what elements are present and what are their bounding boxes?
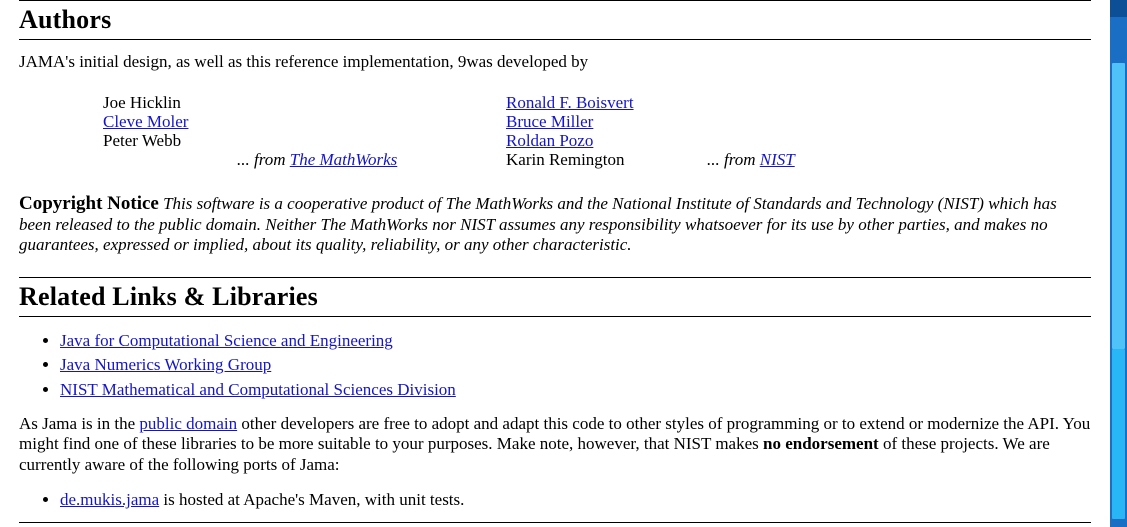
- author-link[interactable]: Bruce Miller: [506, 111, 594, 131]
- author-name: Karin Remington: [506, 149, 625, 169]
- related-links-list: [19, 329, 1091, 403]
- nist-link[interactable]: NIST: [759, 149, 795, 169]
- author-name: Joe Hicklin: [103, 92, 181, 112]
- authors-under-rule: [19, 39, 1091, 40]
- port-link[interactable]: de.mukis.jama: [60, 489, 160, 509]
- paragraph-emphasis: no endorsement: [763, 434, 879, 454]
- scrollbar-thumb-lower[interactable]: [1112, 349, 1125, 519]
- author-link[interactable]: Ronald F. Boisvert: [506, 92, 634, 112]
- author-entry: [506, 112, 906, 131]
- authors-intro: JAMA's initial design, as well as this reference implementation, 9was developed by: [19, 52, 589, 71]
- ports-intro-paragraph: [19, 414, 1091, 476]
- author-entry: [506, 93, 906, 112]
- document-content: [19, 0, 1091, 527]
- author-entry: [506, 150, 906, 169]
- author-entry: [103, 93, 503, 112]
- author-entry: [103, 112, 503, 131]
- list-item: [60, 488, 1091, 513]
- related-heading: Related Links & Libraries: [19, 281, 318, 311]
- related-link[interactable]: NIST Mathematical and Computational Sciences Division: [60, 379, 456, 399]
- scrollbar-thumb[interactable]: [1112, 63, 1125, 349]
- authors-columns: [19, 93, 1091, 175]
- affiliation-mathworks: [237, 150, 397, 170]
- paragraph-part-1: As Jama is in the: [19, 413, 140, 433]
- author-name: Peter Webb: [103, 130, 182, 150]
- affiliation-nist: [707, 150, 795, 170]
- ports-list: [19, 488, 1091, 513]
- author-link[interactable]: Roldan Pozo: [506, 130, 594, 150]
- port-description: is hosted at Apache's Maven, with unit tests.: [159, 489, 465, 509]
- paragraph-part-2: other developers are free to adopt and adapt this code to other styles of programming or to extend or modernize the API. You might find one of these libraries to be more suitable to your purposes. Make note, however, that NIST makes: [19, 413, 1091, 454]
- related-link[interactable]: Java for Computational Science and Engineering: [60, 330, 393, 350]
- list-item: [60, 378, 1091, 403]
- authors-left-column: [103, 93, 503, 150]
- related-link[interactable]: Java Numerics Working Group: [60, 355, 272, 375]
- list-item: [60, 353, 1091, 378]
- author-entry: [103, 131, 503, 150]
- related-under-rule: [19, 316, 1091, 317]
- author-entry: [506, 131, 906, 150]
- affiliation-prefix: ... from: [237, 149, 290, 169]
- copyright-notice: [19, 193, 1091, 255]
- authors-heading: Authors: [19, 5, 112, 34]
- list-item: [60, 329, 1091, 354]
- scroll-up-arrow-icon[interactable]: [1110, 0, 1127, 17]
- affiliation-prefix: ... from: [707, 149, 760, 169]
- copyright-label: Copyright Notice: [19, 192, 159, 214]
- related-links-section: [19, 277, 1091, 513]
- public-domain-link[interactable]: public domain: [139, 413, 238, 433]
- authors-right-column: [506, 93, 906, 169]
- paragraph-part-3: of these projects. We are currently aware of the following ports of Jama:: [19, 434, 1050, 475]
- author-link[interactable]: Cleve Moler: [103, 111, 189, 131]
- copyright-text: This software is a cooperative product of The MathWorks and the National Institute of Standards and Technology (NIST) which has been released to the public domain. Neither The MathWorks nor NIST assumes any responsibility whatsoever for its use by other parties, and makes no guarantees, expressed or implied, about its quality, reliability, or any other characteristic.: [19, 193, 1057, 254]
- bottom-rule: [19, 522, 1091, 523]
- mathworks-link[interactable]: The MathWorks: [289, 149, 398, 169]
